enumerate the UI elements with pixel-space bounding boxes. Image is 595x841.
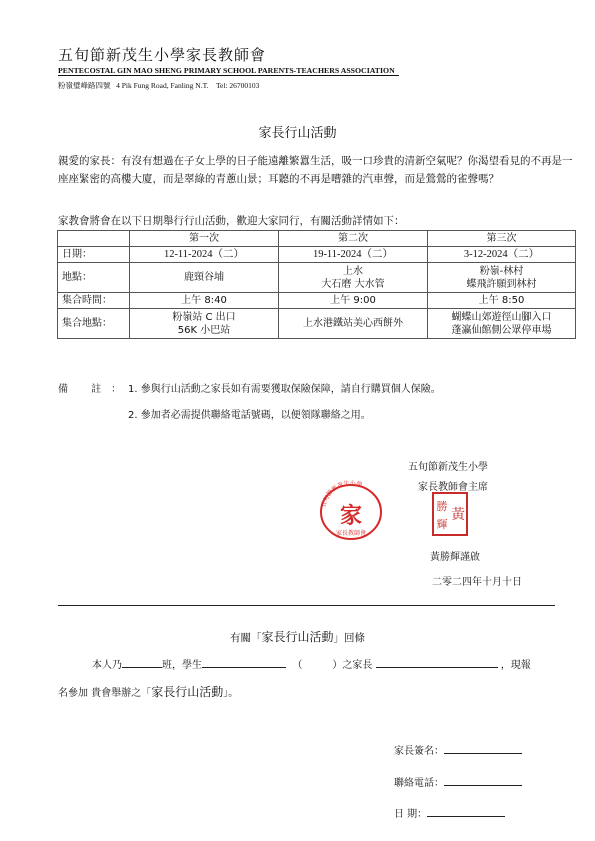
table-header-cell: 第三次 bbox=[428, 231, 576, 247]
cell-line: 上午 8:40 bbox=[181, 295, 227, 306]
table-cell bbox=[428, 247, 576, 263]
note-item: 2. 參加者必需提供聯絡電話號碼，以便領隊聯絡之用。 bbox=[128, 410, 371, 421]
personal-chop-stamp bbox=[432, 492, 468, 536]
notice-intro: 家教會將會在以下日期舉行行山活動，歡迎大家同行，有關活動詳情如下： bbox=[58, 215, 405, 227]
field-label: 聯絡電話： bbox=[394, 778, 444, 789]
table-header-row bbox=[58, 231, 576, 247]
address-en: 4 Pik Fung Road, Fanling N.T. bbox=[116, 81, 209, 90]
reply-text: 名參加 貴會舉辦之「 bbox=[58, 688, 152, 699]
reply-title-activity: 家長行山活動 bbox=[261, 630, 334, 644]
seal-arc-text: 五旬節新茂生小學 bbox=[320, 480, 363, 509]
cell-line: 上水港鐵站美心西餅外 bbox=[303, 318, 403, 329]
phone-blank[interactable] bbox=[444, 775, 522, 786]
notice-paragraph: 親愛的家長：有沒有想過在子女上學的日子能遠離繁囂生活，吸一口珍貴的清新空氣呢？你渴望看見的不再是一座座緊密的高樓大廈，而是翠綠的青蔥山景；耳聽的不再是嘈雜的汽車聲，而是鶯鶯的雀聲嗎？ bbox=[58, 155, 573, 185]
note-item: 1. 參與行山活動之家長如有需要獲取保險保障，請自行購買個人保險。 bbox=[128, 384, 441, 395]
seal-center-glyph: 家 bbox=[339, 503, 363, 529]
reply-text: （ bbox=[292, 660, 303, 671]
table-cell bbox=[428, 309, 576, 339]
table-row-meeting-point bbox=[58, 309, 576, 339]
table-header-cell bbox=[58, 231, 130, 247]
table-cell bbox=[130, 247, 279, 263]
address-cn: 粉嶺璧峰路四號 bbox=[58, 81, 111, 90]
reply-text: ，現報 bbox=[500, 660, 531, 671]
field-label: 家長簽名： bbox=[394, 746, 444, 757]
cell-line: 蝴蝶山郊遊徑山腳入口 bbox=[451, 311, 552, 323]
cell-line: 上午 9:00 bbox=[330, 295, 376, 306]
cut-divider bbox=[58, 605, 555, 606]
chop-glyph: 勝 bbox=[436, 500, 448, 513]
cell-line: 上水 bbox=[343, 265, 363, 277]
parent-signature-field[interactable] bbox=[394, 742, 522, 757]
cell-line: 粉嶺-林村 bbox=[479, 265, 524, 277]
cell-line: 上午 8:50 bbox=[478, 295, 525, 306]
reply-text: 班，學生 bbox=[162, 660, 202, 671]
cell-line: 12-11-2024（二） bbox=[163, 249, 245, 260]
row-label: 集合地點： bbox=[58, 309, 130, 339]
table-cell bbox=[279, 263, 428, 293]
cell-line: 粉嶺站 C 出口 bbox=[172, 311, 236, 323]
field-label: 日 期： bbox=[394, 809, 428, 820]
signature-blank[interactable] bbox=[444, 743, 522, 754]
school-address bbox=[58, 80, 259, 91]
reply-line-1 bbox=[92, 656, 531, 671]
cell-line: 19-11-2024（二） bbox=[312, 249, 394, 260]
table-header-cell: 第一次 bbox=[130, 231, 279, 247]
table-cell bbox=[130, 293, 279, 309]
reply-slip-title bbox=[0, 628, 595, 645]
cell-line: 大石磨 大水管 bbox=[321, 278, 385, 290]
row-label: 地點： bbox=[58, 263, 130, 293]
table-cell bbox=[428, 263, 576, 293]
reply-text: ）之家長 bbox=[332, 660, 373, 671]
table-cell bbox=[428, 293, 576, 309]
cell-line: 蓬瀛仙館側公眾停車場 bbox=[451, 324, 552, 336]
reply-title-prefix: 有關「 bbox=[229, 632, 262, 644]
activity-table bbox=[57, 230, 576, 339]
table-cell bbox=[279, 293, 428, 309]
signature-title: 家長教師會主席 bbox=[418, 482, 488, 493]
parent-name-blank-field[interactable] bbox=[376, 657, 498, 668]
reply-line-2 bbox=[58, 683, 238, 700]
reply-text: 」。 bbox=[223, 688, 239, 699]
table-row-date bbox=[58, 247, 576, 263]
cell-line: 鹿頸谷埔 bbox=[184, 272, 224, 283]
school-name-en: PENTECOSTAL GIN MAO SHENG PRIMARY SCHOOL PARENTS-TEACHERS ASSOCIATION bbox=[58, 66, 399, 76]
date-blank[interactable] bbox=[427, 806, 505, 817]
table-header-cell: 第二次 bbox=[279, 231, 428, 247]
student-name-blank-field[interactable] bbox=[202, 657, 286, 668]
table-cell bbox=[279, 247, 428, 263]
table-row-time bbox=[58, 293, 576, 309]
school-name-cn: 五旬節新茂生小學家長教師會 bbox=[58, 46, 267, 64]
cell-line: 56K 小巴站 bbox=[177, 324, 231, 336]
notice-title: 家長行山活動 bbox=[258, 126, 337, 141]
chop-glyph: 輝 bbox=[436, 518, 448, 531]
table-row-location bbox=[58, 263, 576, 293]
table-cell bbox=[279, 309, 428, 339]
reply-text: 本人乃 bbox=[92, 660, 122, 671]
association-seal-logo bbox=[316, 480, 386, 542]
contact-phone-field[interactable] bbox=[394, 774, 522, 789]
signature-school: 五旬節新茂生小學 bbox=[408, 462, 488, 473]
reply-title-suffix: 」回條 bbox=[333, 632, 365, 644]
notice-date: 二零二四年十月十日 bbox=[432, 577, 522, 588]
cell-line: 3-12-2024（二） bbox=[463, 249, 540, 260]
signer-name: 黃勝輝謹啟 bbox=[430, 552, 480, 563]
table-cell bbox=[130, 263, 279, 293]
reply-activity-name: 家長行山活動 bbox=[151, 685, 224, 699]
table-cell bbox=[130, 309, 279, 339]
telephone: Tel: 26700103 bbox=[216, 81, 260, 90]
cell-line: 蝶飛許願到林村 bbox=[466, 278, 537, 290]
chop-glyph: 黃 bbox=[451, 507, 465, 523]
seal-bottom-text: 家長教師會 bbox=[335, 530, 367, 537]
class-blank-field[interactable] bbox=[122, 657, 162, 668]
notes-label: 備 註： bbox=[58, 384, 132, 395]
date-field[interactable] bbox=[394, 805, 505, 820]
row-label: 日期： bbox=[58, 247, 130, 263]
row-label: 集合時間： bbox=[58, 293, 130, 309]
